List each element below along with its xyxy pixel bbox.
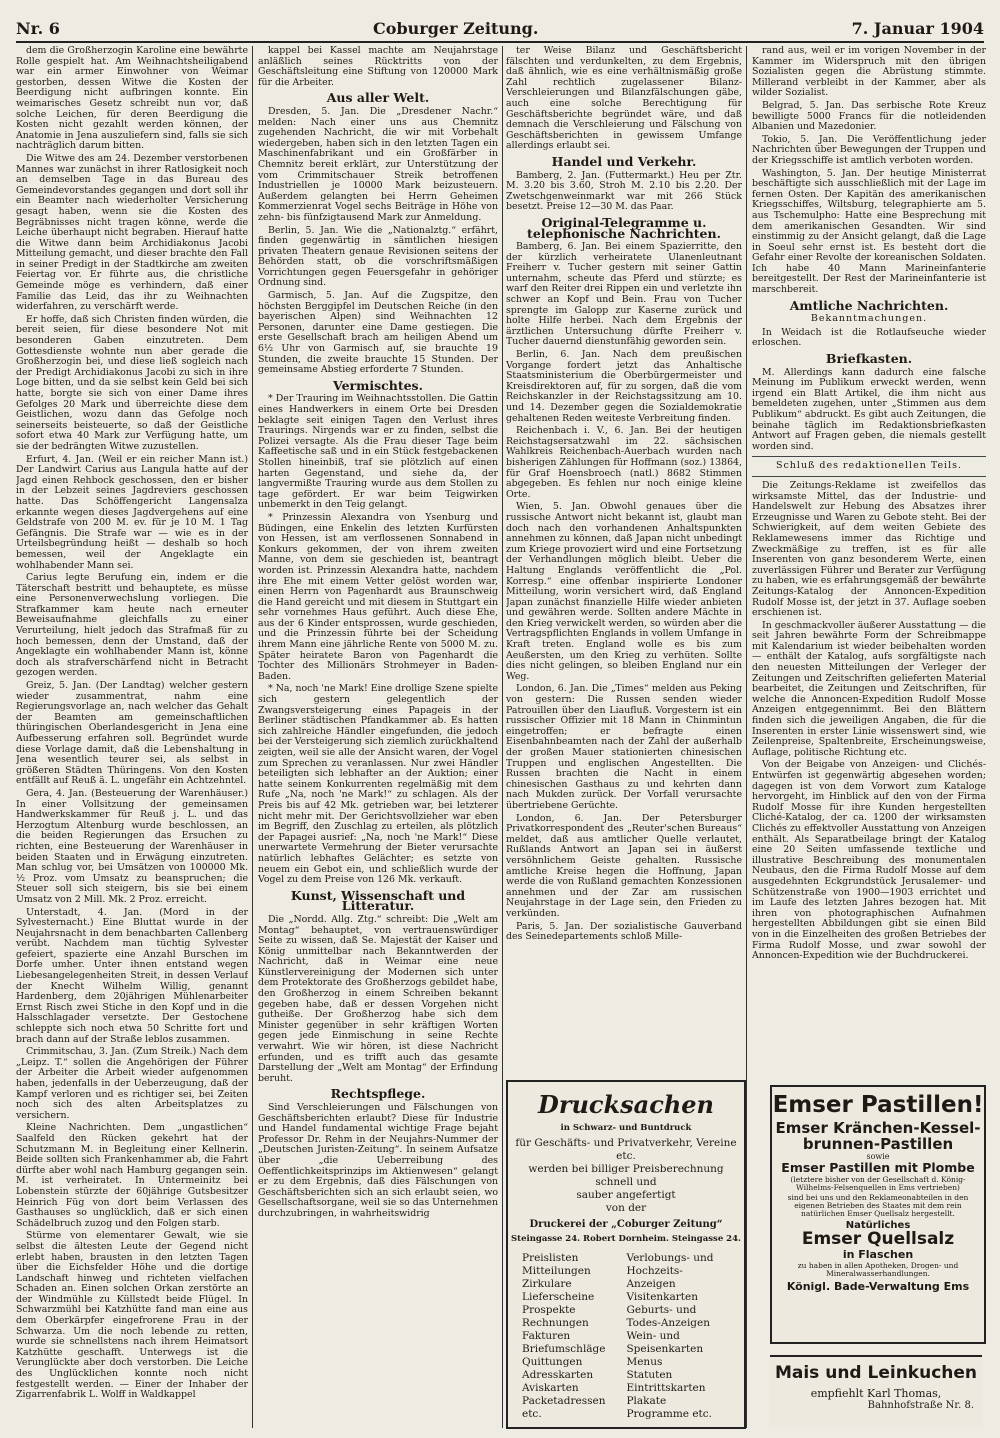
- paragraph: Garmisch, 5. Jan. Auf die Zugspitze, den höchsten Berggipfel im Deutschen Reiche (in den bayerischen Alpen) sind Weihnachten 12 Personen, darunter eine Dame gestiegen. Die erste Gesellschaft brach am heiligen Abend um 6½ Uhr von Garmisch auf, sie brauchte 19 Stunden, die zweite brauchte 15 Stunden. Der gemeinsame Abstieg erforderte 7 Stunden.: [258, 290, 498, 376]
- ad-text: Bahnhofstraße Nr. 8.: [867, 1400, 974, 1411]
- ad-text: Emser Pastillen mit Plombe: [781, 1160, 975, 1176]
- paragraph: Die Witwe des am 24. Dezember verstorbenen Mannes war zunächst in ihrer Ratlosigkeit noch an demselben Tage in das Bureau des Gemeindevorstandes gegangen und dort soll ihr ein Beamter nach wiederholter Versicherung gesagt haben, wenn sie die Kosten des Begräbnisses nicht tragen könne, werde die Leiche überhaupt nicht begraben. Hierauf hatte die Witwe dann beim Archidiakonus Jacobi Mitteilung gemacht, und dieser brachte den Fall in seiner Predigt in der Stadtkirche am zweiten Feiertag vor. Er führte aus, die christliche Gemeinde möge es verhindern, daß einer Familie das Leid, das ihr zu Weihnachten widerfahren, zu verschärft werde.: [16, 152, 248, 313]
- list-item: Briefumschläge: [522, 1343, 606, 1355]
- ad-text: (letztere bisher von der Gesellschaft d. König-Wilhelms-Felsenquellen in Ems vertrieben): [790, 1175, 966, 1193]
- paragraph: London, 6. Jan. Die „Times“ melden aus Peking von gestern: Die Russen senden wieder Patrouillen über den Liaufluß. Vorgestern ist ein russischer Offizier mit 18 Mann in Chinmintun eingetroffen; er befragte einen Eisenbahnbeamten nach der Zahl der außerhalb der großen Mauer stationierten chinesischen Truppen und englischen Angestellten. Die Russen brachten die Nacht in einem chinesischen Gasthaus zu und kehrten dann nach Mukden zurück. Der Vorfall verursachte übertriebene Gerüchte.: [506, 683, 742, 811]
- ad-text: brunnen-Pastillen: [802, 1134, 954, 1153]
- paragraph: Greiz, 5. Jan. (Der Landtag) welcher gestern wieder zusammentrat, nahm eine Regierungsvorlage an, nach welcher das Gehalt der Beamten am gemeinschaftlichen thüringischen Oberlandesgericht in Jena eine Aufbesserung erfahren soll. Begründet wurde diese Vorlage damit, daß die Lebenshaltung in Jena wesentlich teurer sei, als selbst in größeren Städten Thüringens. Von den Kosten entfällt auf Reuß ä. L. ungefähr ein Achtzehntel.: [16, 680, 248, 787]
- list-item: Hochzeits-Anzeigen: [626, 1265, 683, 1290]
- list-item: Speisenkarten: [626, 1343, 704, 1355]
- paragraph: * Der Trauring im Weihnachtsstollen. Die Gattin eines Handwerkers in einem Orte bei Dresden beklagte seit einigen Tagen den Verlust ihres Traurings. Nirgends war er zu finden, selbst die Polizei versagte. Als die Frau dieser Tage beim Kaffeetische saß und in ein Stück festgebackenen Stollen hineinbiß, traf sie plötzlich auf einen harten Gegenstand, und siehe da, der langvermißte Trauring wurde aus dem Stollen zu tage gefördert. Er war beim Teigwirken unbemerkt in den Teig gelangt.: [258, 393, 498, 511]
- ad-text: von der: [605, 1202, 647, 1214]
- ad-text: empfiehlt Karl Thomas,: [810, 1387, 942, 1400]
- paragraph: rand aus, weil er im vorigen November in der Kammer im Widerspruch mit den übrigen Sozialisten gegen die Abrüstung stimmte. Millerand verbleibt in der Kammer, aber als wilder Sozialist.: [752, 46, 986, 99]
- column-1: [16, 46, 248, 1421]
- list-item: Wein- und: [626, 1330, 680, 1342]
- column-rule: [502, 46, 503, 1428]
- ad-text: sowie: [866, 1151, 890, 1161]
- list-item: Programme etc.: [626, 1408, 712, 1420]
- list-item: Mitteilungen: [522, 1265, 591, 1277]
- section-heading: Kunst, Wissenschaft und Litteratur.: [290, 887, 466, 914]
- paragraph: Gera, 4. Jan. (Besteuerung der Warenhäuser.) In einer Vollsitzung der gemeinsamen Handwerkskammer für Reuß j. L. und das Herzogtum Altenburg wurde beschlossen, an die beiden Regierungen das Ersuchen zu richten, eine Besteuerung der Warenhäuser in beiden Staaten und in Erwägung einzutreten. Man schlug vor, bei Umsätzen von 100000 Mk. ½ Proz. vom Umsatz zu beanspruchen; die Steuer soll sich steigern, bis sie bei einem Umsatz von 2 Mill. Mk. 2 Proz. erreicht.: [16, 787, 248, 905]
- ad-text: für Geschäfts- und Privatverkehr, Vereine etc.: [515, 1137, 737, 1162]
- ad-text: in Flaschen: [842, 1247, 914, 1261]
- emser-advertisement: [770, 1085, 986, 1344]
- ad-text: Königl. Bade-Verwaltung Ems: [786, 1280, 970, 1294]
- section-heading: Briefkasten.: [825, 351, 913, 367]
- paragraph: Sind Verschleierungen und Fälschungen von Geschäftsberichten erlaubt? Diese für Industrie und Handel fundamental wichtige Frage bejaht Professor Dr. Rehm in der Neujahrs-Nummer der „Deutschen Juristen-Zeitung“. In seinem Aufsatze über „die Ueberreibung des Oeffentlichkeitsprinzips im Aktienwesen“ gelangt er zu dem Ergebnis, daß dies Fälschungen von Geschäftsberichten sich an sich erlaubt seien, wo Gesellschaftsorgane, weil sie so das Unternehmen durchzubringen, in wahrheitswidrig: [258, 1102, 498, 1219]
- paragraph: London, 6. Jan. Der Petersburger Privatkorrespondent des „Reuter'schen Bureaus“ meldet, daß aus amtlicher Quelle verlautet, Rußlands Antwort an Japan sei in äußerst versöhnlichem Geiste gehalten. Russische amtliche Kreise hegen die Hoffnung, Japan werde die von Rußland gemachten Konzessionen annehmen und der Zar am russischen Neujahrstage in der Lage sein, den Frieden zu verkünden.: [506, 812, 742, 919]
- section-heading: Handel und Verkehr.: [551, 153, 697, 169]
- paragraph: kappel bei Kassel machte am Neujahrstage anläßlich seines Rücktritts von der Geschäftsleitung eine Stiftung von 120000 Mark für die Arbeiter.: [258, 46, 498, 88]
- list-item: Adresskarten: [522, 1369, 594, 1381]
- paragraph: Berlin, 5. Jan. Wie die „Nationalztg.“ erfährt, finden gegenwärtig in sämtlichen hiesigen privaten Theatern genaue Revisionen seitens der Behörden statt, ob die vorschriftsmäßigen Vorrichtungen gegen Feuersgefahr in gehöriger Ordnung sind.: [258, 224, 498, 289]
- divider: [752, 456, 986, 457]
- column-4: [752, 46, 986, 1076]
- list-item: Rechnungen: [522, 1317, 589, 1329]
- paragraph: Dresden, 5. Jan. Die „Dresdener Nachr.“ melden: Nach einer uns aus Chemnitz zugehenden Nachricht, die wir mit Vorbehalt wiedergeben, haben sich in den letzten Tagen ein Maschinenfabrikant und ein Großfärber in Chemnitz bereit erklärt, zur Unterstützung der vom Crimmitschauer Streik betroffenen Industriellen je 10000 Mark beizusteuern. Außerdem gelangten bei Herrn Geheimen Kommerzienrat Vogel sechs Beiträge in Höhe von zehn- bis fünfzigtausend Mark zur Anmeldung.: [258, 105, 498, 223]
- paragraph: Tokio, 5. Jan. Die Veröffentlichung jeder Nachrichten über Bewegungen der Truppen und der Kriegsschiffe ist amtlich verboten worden.: [752, 133, 986, 166]
- list-item: Verlobungs- und: [626, 1252, 714, 1264]
- mais-advertisement: [770, 1355, 982, 1427]
- paragraph: Belgrad, 5. Jan. Das serbische Rote Kreuz bewilligte 5000 Francs für die notleidenden Albanien und Mazedonier.: [752, 99, 986, 133]
- column-3: [506, 46, 742, 1071]
- list-item: Geburts- und: [626, 1304, 697, 1316]
- printing-advertisement: [506, 1080, 746, 1429]
- list-item: Lieferscheine: [522, 1291, 595, 1303]
- paragraph: Paris, 5. Jan. Der sozialistische Gauverband des Seinedepartements schloß Mille-: [506, 920, 742, 943]
- paragraph: Carius legte Berufung ein, indem er die Täterschaft bestritt und behauptete, es müsse eine Personenverwechslung vorliegen. Die Strafkammer kam heute nach erneuter Beweisaufnahme gleichfalls zu einer Verurteilung, hielt jedoch das Strafmaß für zu hoch bemessen, denn der Umstand, daß der Angeklagte ein wohlhabender Mann ist, könne doch als strafverschärfend nicht in Betracht gezogen werden.: [16, 572, 248, 679]
- ad-company: Druckerei der „Coburger Zeitung“: [529, 1219, 723, 1230]
- section-heading: Vermischtes.: [333, 377, 423, 393]
- ad-text: Natürliches: [845, 1219, 911, 1231]
- ad-title: Drucksachen: [538, 1090, 714, 1119]
- paragraph: Stürme von elementarer Gewalt, wie sie selbst die ältesten Leute der Gegend nicht erlebt haben, brausten in den letzten Tagen über die Eichsfelder Höhe und die dortige Landschaft hinweg und richteten vielfachen Schaden an. Einen solchen Orkan zerstörte an der Windmühle zu Küllstedt beide Flügel. In Schwarzmühl bei Katzhütte fand man eine aus dem Oberkärpfer eingefrorene Frau in der Schwarza. Um die noch lebende zu retten, wurde sie schnellstens nach ihrem Heimatsort Katzhütte geschafft. Unterwegs ist die Verunglückte aber doch verstorben. Die Leiche des Unglücklichen konnte noch nicht festgestellt werden. — Einer der Inhaber der Zigarrenfabrik L. Wolff in Waldkappel: [16, 1230, 248, 1401]
- list-item: Eintrittskarten: [626, 1382, 706, 1394]
- ad-text: sauber angefertigt: [576, 1189, 676, 1201]
- section-heading: Amtliche Nachrichten.: [789, 297, 949, 313]
- paragraph: Berlin, 6. Jan. Nach dem preußischen Vorgange fordert jetzt das Anhaltische Staatsministerium die Oberbürgermeister und Kreisdirektoren auf, für zu sorgen, daß die vom Reichskanzler in der Reichstagssitzung am 10. und 14. Dezember gegen die Sozialdemokratie gehaltenen Reden weiteste Verbreitung finden.: [506, 349, 742, 424]
- page-header: [16, 16, 984, 43]
- ad-list-left: [522, 1252, 626, 1421]
- ad-text: Emser Quellsalz: [801, 1229, 955, 1250]
- list-item: Prospekte: [522, 1304, 576, 1316]
- paragraph: Erfurt, 4. Jan. (Weil er ein reicher Mann ist.) Der Landwirt Carius aus Langula hatte auf der Jagd einen Rehbock geschossen, den er bisher in der Lebzeit seines Jagdreviers geschossen hatte. Das Schöffengericht Langensalza erkannte wegen dieses Jagdvergehens auf eine Geldstrafe von 200 M. ev. für je 10 M. 1 Tag Gefängnis. Die Strafe war — wie es in der Urteilsbegründung heißt — deshalb so hoch bemessen, weil der Angeklagte ein wohlhabender Mann sei.: [16, 453, 248, 571]
- paragraph: * Prinzessin Alexandra von Ysenburg und Büdingen, eine Enkelin des letzten Kurfürsten von Hessen, ist am verflossenen Sonnabend in Konkurs gekommen, der von ihrem zweiten Manne, von dem sie geschieden ist, beantragt worden ist. Prinzessin Alexandra hatte, nachdem ihre Ehe mit einem Vetter gelöst worden war, einen Herrn von Pagenhardt aus Braunschweig die Hand gereicht und mit diesem in Stuttgart ein sehr vornehmes Haus geführt. Auch diese Ehe, aus der 6 Kinder entsprossen, wurde geschieden, und die Prinzessin führte bei der Scheidung ihrem Mann eine jährliche Rente von 5000 M. zu. Später heiratete Baron von Pagenhardt die Tochter des Millionärs Strohmeyer in Baden-Baden.: [258, 511, 498, 682]
- ad-subtitle: in Schwarz- und Buntdruck: [560, 1123, 692, 1133]
- list-item: Fakturen: [522, 1330, 571, 1342]
- list-item: Zirkulare: [522, 1278, 572, 1290]
- list-item: Aviskarten: [522, 1382, 579, 1394]
- ad-text: Emser Kränchen-Kessel-: [775, 1119, 981, 1138]
- paragraph: Die Zeitungs-Reklame ist zweifellos das wirksamste Mittel, das der Industrie- und Handelswelt zur Hebung des Absatzes ihrer Erzeugnisse und Waren zu Gebote steht. Bei der Schwierigkeit, auf dem weiten Gebiete des Reklamewesens immer das Richtige und Zweckmäßige zu treffen, ist es für alle Inserenten von ganz besonderem Werte, einen zuverlässigen Führer und Berater zur Verfügung zu haben, wie es erfahrungsgemäß der bewährte Zeitungs-Katalog der Annoncen-Expedition Rudolf Mosse ist, der jetzt in 37. Auflage soeben erschienen ist.: [752, 479, 986, 619]
- ad-list-right: [626, 1252, 730, 1421]
- list-item: Packetadressen etc.: [522, 1395, 606, 1420]
- paragraph: Crimmitschau, 3. Jan. (Zum Streik.) Nach dem „Leipz. T.“ sollen die Angehörigen der Führer der Arbeiter die Arbeit wieder aufgenommen haben, jedenfalls in der Ueberzeugung, daß der Kampf verloren und es richtiger sei, bei Zeiten noch sich des alten Arbeitsplatzes zu versichern.: [16, 1046, 248, 1121]
- column-rule: [252, 46, 253, 1428]
- paragraph: Washington, 5. Jan. Der heutige Ministerrat beschäftigte sich ausschließlich mit der Lage im fernen Osten. Der Kapitän des amerikanischen Kriegsschiffes, Wiltsburg, telegraphierte am 5. aus Tschemulpho: Hatte eine Besprechung mit dem amerikanischen Gesandten. Wir sind einstimmig zu der Ansicht gelangt, daß die Lage in Soeul sehr ernst ist. Es besteht dort die Gefahr einer Revolte der koreanischen Soldaten. Ich habe 40 Mann Marineinfanterie bereitgestellt. Der Rest der Marineinfanterie ist marschbereit.: [752, 167, 986, 296]
- list-item: Quittungen: [522, 1356, 583, 1368]
- paragraph: Unterstadt, 4. Jan. (Mord in der Sylvesternacht.) Eine Bluttat wurde in der Neujahrsnacht in dem benachbarten Callenberg verübt. Nachdem man tüchtig Sylvester gefeiert, spazierte eine Anzahl Burschen im Dorfe umher. Unter ihnen entstand wegen Liebesangelegenheiten Streit, in dessen Verlauf der Knecht Wilhelm Willig, genannt Hardenberg, dem 20jährigen Mühlenarbeiter Ernst Risch zwei Stiche in den Kopf und in die Halsschlagader versetzte. Der Gestochene schleppte sich noch etwa 50 Schritte fort und brach dann auf der Straße leblos zusammen.: [16, 906, 248, 1045]
- ad-headline: Emser Pastillen!: [772, 1092, 984, 1118]
- paragraph: In Weidach ist die Rotlaufseuche wieder erloschen.: [752, 326, 986, 349]
- column-rule: [746, 46, 747, 1428]
- paragraph: Von der Beigabe von Anzeigen- und Clichés-Entwürfen ist gegenwärtig abgesehen worden; dagegen ist von dem Vorwort zum Kataloge hervorgeht, im Hinblick auf den von der Firma Rudolf Mosse für ihre Kunden hergestellten Cliché-Katalog, der ca. 1200 der wirksamsten Clichés zu effektvoller Ausstattung von Anzeigen enthält. Als Separatbeilage bringt der Katalog eine 20 Seiten umfassende textliche und illustrative Beschreibung des monumentalen Neubaus, den die Firma Rudolf Mosse auf dem ausgedehnten Eckgrundstück Jerusalemer- und Schützenstraße von 1900—1903 errichtet und im Laufe des letzten Jahres bezogen hat. Mit ihren von photographischen Aufnahmen hergestellten Abbildungen gibt sie einen Bild von in die Einzelheiten des großen Betriebes der Firma Rudolf Mosse, und zwar sowohl der Annoncen-Expedition wie der Buchdruckerei.: [752, 759, 986, 962]
- ad-address: Steingasse 24. Robert Dornheim. Steingasse 24.: [511, 1234, 741, 1244]
- section-heading: Aus aller Welt.: [326, 90, 430, 106]
- paragraph: Bamberg, 6. Jan. Bei einem Spazierritte, den der kürzlich verheiratete Ulanenleutnant Freiherr v. Tucher gestern mit seiner Gattin unternahm, scheute das Pferd und stürzte; es warf den Reiter drei Rippen ein und verletzte ihn schwer an Kopf und Bein. Frau von Tucher sprengte im Galopp zur Kaserne zurück und holte Hilfe herbei. Nach dem Ergebnis der ärztlichen Untersuchung dürfte Freiherr v. Tucher dauernd dienstunfähig geworden sein.: [506, 241, 742, 348]
- paragraph: * Na, noch 'ne Mark! Eine drollige Szene spielte sich gestern gelegentlich der Zwangsversteigerung eines Papageis in der Berliner städtischen Pfandkammer ab. Es hatten sich zahlreiche Händler eingefunden, die jedoch bei der Versteigerung sich ziemlich zurückhaltend zeigten, weil sie alle der Ansicht waren, der Vogel zum Sprechen zu veranlassen. Nur zwei Händler beteiligten sich lebhafter an der Auktion; einer hatte seinem Konkurrenten regelmäßig mit dem Rufe „Na, noch 'ne Mark!“ zu schlagen. Als der Preis bis auf 42 Mk. getrieben war, bei letzterer nicht mehr mit. Der Gerichtsvollzieher war eben im Begriff, den Zuschlag zu erteilen, als plötzlich der Papagei ausrief: „Na, noch 'ne Mark!“ Diese unerwartete Vermehrung der Bieter verursachte natürlich lebhaftes Gelächter; es setzte von neuem ein Gebot ein, und schließlich wurde der Vogel zu dem Preise von 126 Mk. verkauft.: [258, 683, 498, 886]
- paragraph: Wien, 5. Jan. Obwohl genaues über die russische Antwort nicht bekannt ist, glaubt man doch nach den vorhandenen Anhaltspunkten annehmen zu können, daß Japan nicht unbedingt zum Kriege provoziert wird und eine Fortsetzung der Verhandlungen möglich bleibt. Ueber die Haltung Englands veröffentlicht die „Pol. Korresp.“ eine offenbar inspirierte Londoner Mitteilung, worin versichert wird, daß England Japan zunächst finanzielle Hilfe wieder anbieten und gewähren werde. Sollten andere Mächte in den Krieg verwickelt werden, so würden aber die Vertragspflichten Englands in vollem Umfange in Kraft treten. England wolle es bis zum Aeußersten, um den Krieg zu verhüten. Sollte dies nicht gelingen, so bleiben England nur ein Weg.: [506, 501, 742, 682]
- paragraph: In geschmackvoller äußerer Ausstattung — die seit Jahren bewährte Form der Schreibmappe mit Kalendarium ist wieder beibehalten worden — enthält der Katalog, aufs sorgfältigste nach den neuesten Mitteilungen der Verleger der Zeitungen und Zeitschriften gelieferten Material bearbeitet, die Zeitungen und Zeitschriften, für welche die Annoncen-Expedition Rudolf Mosse Anzeigen entgegennimmt. Bei den Blättern finden sich die jeweiligen Angaben, die für die Inserenten in erster Linie wissenswert sind, wie Zeilenpreise, Spaltenbreite, Erscheinungsweise, Auflage, politische Richtung etc.: [752, 619, 986, 758]
- paragraph: ter Weise Bilanz und Geschäftsbericht fälschten und verdunkelten, zu dem Ergebnis, daß ähnlich, wie es eine verhältnismäßig große Zahl rechtlich zugelassener Bilanz-Verschleierungen und Bilanzfälschungen gäbe, auch eine solche Berechtigung für Geschäftsberichte begründet wäre, und daß demnach die Verschleierung und Fälschung von Geschäftsberichten in gewissem Umfange allerdings erlaubt sei.: [506, 46, 742, 152]
- list-item: Plakate: [626, 1395, 667, 1407]
- ad-text: zu haben in allen Apotheken, Drogen- und Mineralwasserhandlungen.: [797, 1261, 959, 1279]
- issue-date: 7. Januar 1904: [851, 19, 984, 38]
- editorial-end-note: Schluß des redaktionellen Teils.: [775, 460, 963, 472]
- ad-text: sind bei uns und den Reklameonabteilen in den eigenen Betrieben des Staates mit dem rein natürlichen Emser Quellsalz hergestellt.: [787, 1192, 969, 1218]
- list-item: Visitenkarten: [626, 1291, 699, 1303]
- paragraph: Reichenbach i. V., 6. Jan. Bei der heutigen Reichstagsersatzwahl im 22. sächsischen Wahlkreis Reichenbach-Auerbach wurden nach bisherigen Zählungen für Hoffmann (soz.) 13864, für Graf Hoensbroech (natl.) 8682 Stimmen abgegeben. Es fehlen nur noch einige kleine Orte.: [506, 425, 742, 500]
- ad-headline: Mais und Leinkuchen: [774, 1363, 978, 1383]
- list-item: Menus: [626, 1356, 663, 1368]
- paragraph: Bamberg, 2. Jan. (Futtermarkt.) Heu per Ztr. M. 3.20 bis 3.60, Stroh M. 2.10 bis 2.20. Der Zwetschgenweinmarkt war mit 266 Stück besetzt. Preise 12—30 M. das Paar.: [506, 169, 742, 213]
- paragraph: M. Allerdings kann dadurch eine falsche Meinung im Publikum erweckt werden, wenn irgend ein Blatt Artikel, die ihm nicht aus bemeldeten zugehen, unter „Stimmen aus dem Publikum“ abdruckt. Es gibt auch Zeitungen, die beinahe täglich im Redaktionsbriefkasten Antwort auf Fragen geben, die niemals gestellt worden sind.: [752, 366, 986, 452]
- list-item: Preislisten: [522, 1252, 579, 1264]
- column-2: [258, 46, 498, 1421]
- ad-text: werden bei billiger Preisberechnung schnell und: [528, 1163, 724, 1188]
- page-number: Nr. 6: [16, 19, 60, 38]
- paragraph: Die „Nordd. Allg. Ztg.“ schreibt: Die „Welt am Montag“ behauptet, von vertrauenswürdiger Seite zu wissen, daß Se. Majestät der Kaiser und König unmittelbar nach Bekanntwerden der Nachricht, daß in Weimar eine neue Künstlervereinigung der Modernen sich unter dem Protektorate des Großherzogs gebildet habe, den Großherzog in einem Schreiben bekannt gegeben habe, daß er dessen Vorgehen nicht gutheiße. Der Großherzog habe sich dem Minister gegenüber in sehr kräftigen Worten gegen jede Einmischung in seine Rechte verwahrt. Wie wir hören, ist diese Nachricht erfunden, und es trifft auch das gesamte Darstellung der „Welt am Montag“ der Erfindung beruht.: [258, 913, 498, 1084]
- section-heading: Original-Telegramme u. telephonische Nachrichten.: [527, 214, 721, 241]
- paragraph: Kleine Nachrichten. Dem „ungastlichen“ Saalfeld den Rücken gekehrt hat der Schutzmann M. in Begleitung einer Kellnerin. Beide sollten sich Frankenhammer ab, die Fahrt dürfte aber wohl nach Hamburg gegangen sein. M. ist verheiratet. In Untermeinitz bei Lobenstein stürzte der 60jährige Gutsbesitzer Heinrich Füg von dort beim Verlassen des Gasthauses so unglücklich, daß er sich einen Schädelbruch zuzog und den Folgen starb.: [16, 1122, 248, 1229]
- section-heading: Rechtspflege.: [330, 1086, 426, 1102]
- paragraph: dem die Großherzogin Karoline eine bewährte Rolle gespielt hat. Am Weihnachtsheiligabend war ein armer Einwohner von Weimar gestorben, dessen Witwe die Kosten der Beerdigung nicht aufbringen konnte. Ein weimarisches Gesetz schreibt nun vor, daß solche Leichen, für deren Beerdigung die Kosten nicht gezahlt werden können, der Anatomie in Jena auszuliefern sind, falls sie sich nachträglich darum bitten.: [16, 46, 248, 152]
- list-item: Statuten: [626, 1369, 673, 1381]
- newspaper-title: Coburger Zeitung.: [373, 19, 539, 38]
- paragraph: Er hoffe, daß sich Christen finden würden, die bereit seien, für diese besondere Not mit besonderen Gaben einzutreten. Dem Gottesdienste wohnte nun aber gerade die Großherzogin bei, und diese ließ sogleich nach der Predigt Archidiakonus Jacobi zu sich in ihre Loge bitten, und da sie selbst kein Geld bei sich hatte, borgte sie sich von einer Dame ihres Gefolges 20 Mark und überreichte diese dem Geistlichen, wozu dann das Gefolge noch seinerseits beisteuerte, so daß der Geistliche sofort etwa 40 Mark zur Verfügung hatte, um sie der bedrängten Witwe zuzustellen.: [16, 313, 248, 452]
- divider: [752, 476, 986, 477]
- section-subheading: Bekanntmachungen.: [810, 313, 928, 325]
- list-item: Todes-Anzeigen: [626, 1317, 710, 1329]
